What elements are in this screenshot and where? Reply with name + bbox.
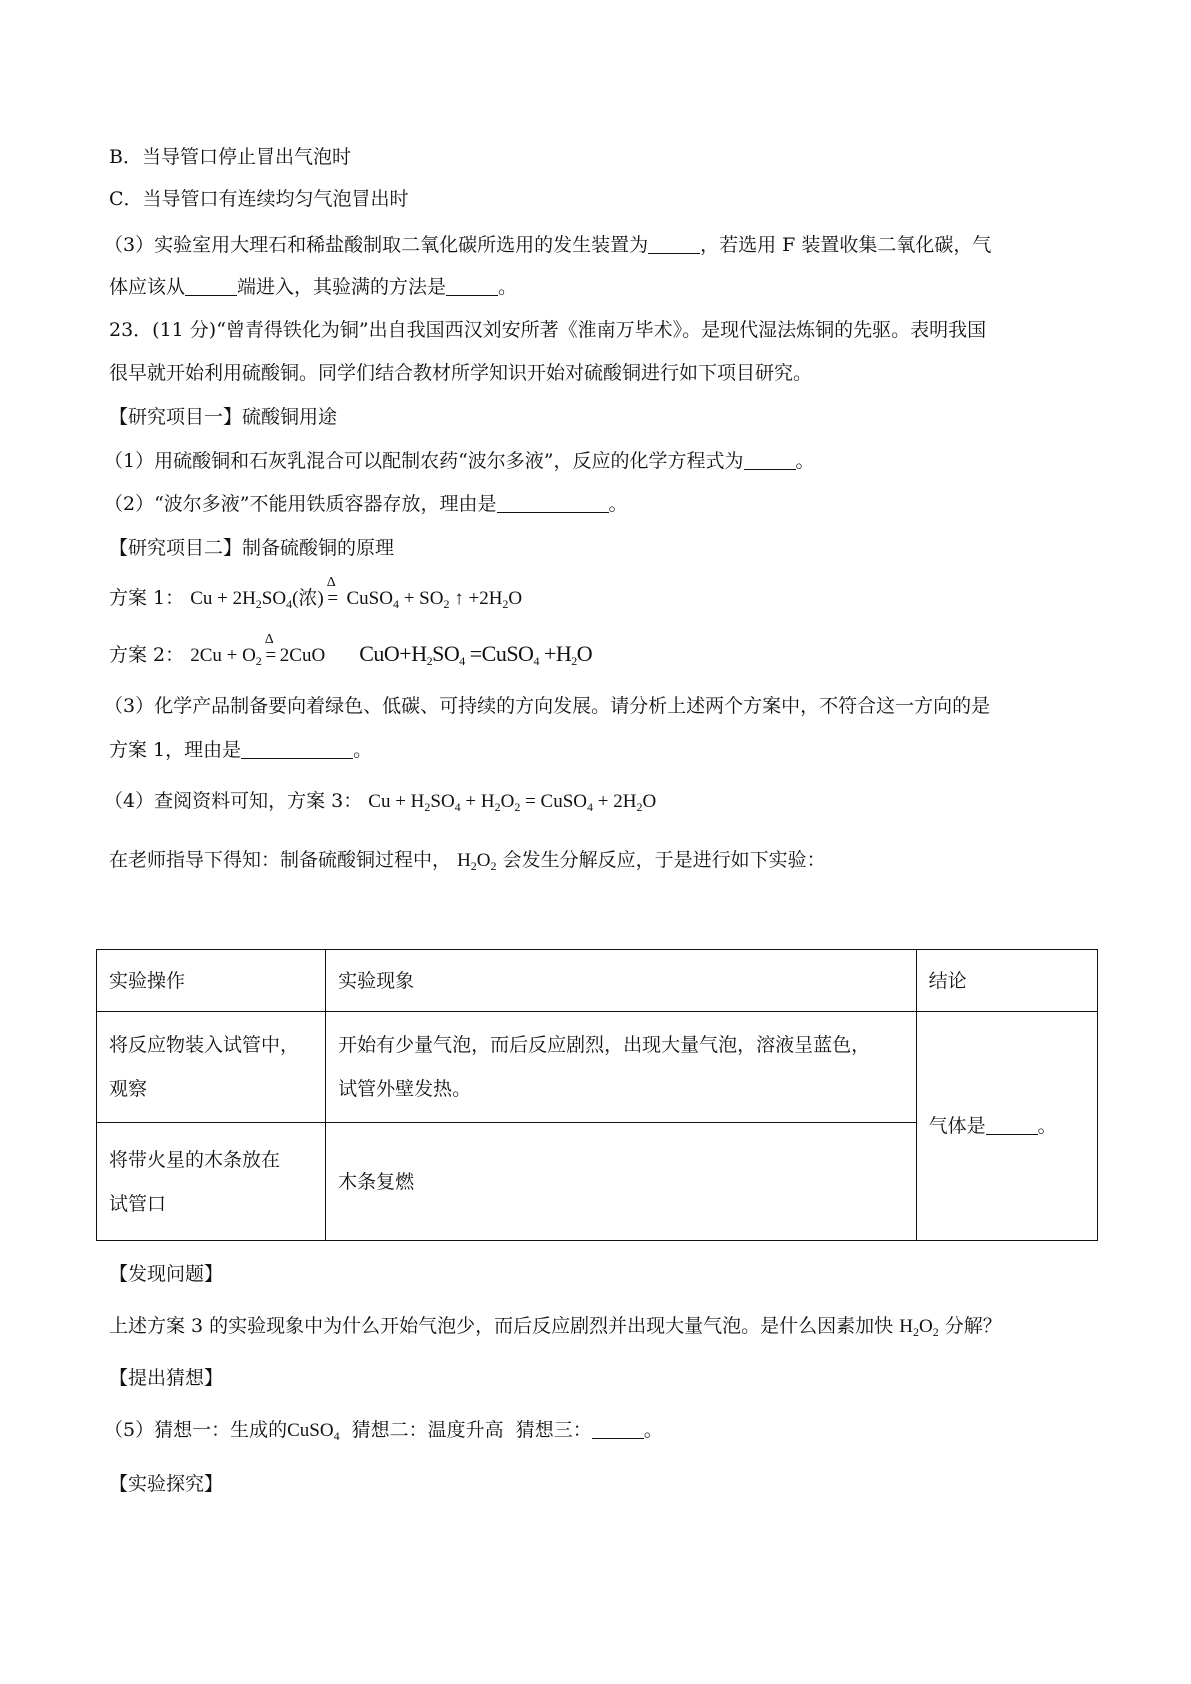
plan-3-equation: $Cu + H_2SO_4 + H_2O_2$ = CuSO$_4$ + $2H_2O$ [368, 791, 657, 814]
question-3-text-b: ，若选用 F 装置收集二氧化碳，气 [700, 234, 992, 256]
plan-q3-line2 [109, 738, 372, 762]
project-1-q2-text: （2）“波尔多液”不能用铁质容器存放，理由是 [104, 493, 497, 515]
table-header-row [97, 950, 1098, 1012]
header-conclusion: 结论 [916, 950, 1097, 1012]
plan-1-line [109, 575, 523, 611]
project-1-q2-end: 。 [608, 493, 628, 515]
question-3-text-a: （3）实验室用大理石和稀盐酸制取二氧化碳所选用的发生装置为 [104, 234, 649, 256]
project-1-heading: 【研究项目一】硫酸铜用途 [109, 406, 338, 428]
teacher-text-b: 会发生分解反应，于是进行如下实验： [502, 849, 826, 871]
found-problem-heading: 【发现问题】 [109, 1263, 224, 1285]
plan-2-line [109, 632, 593, 668]
project-2-heading: 【研究项目二】制备硫酸铜的原理 [109, 537, 395, 559]
row-1-operation-line1: 将反应物装入试管中， [109, 1034, 300, 1056]
question-3-text-d: 端进入，其验满的方法是 [237, 276, 447, 298]
plan-q3-line1: （3）化学产品制备要向着绿色、低碳、可持续的方向发展。请分析上述两个方案中，不符合这一方向的是 [104, 695, 991, 717]
project-1-q1 [104, 449, 815, 473]
question-3-text-e: 。 [498, 276, 518, 298]
answer-blank [592, 1418, 644, 1439]
problem-question [109, 1314, 1002, 1339]
question-3-line1 [104, 233, 991, 257]
guess-5-text-b: 猜想二：温度升高 [351, 1419, 504, 1441]
guess-5-end: 。 [643, 1419, 663, 1441]
project-1-q1-text: （1）用硫酸铜和石灰乳混合可以配制农药“波尔多液”，反应的化学方程式为 [104, 450, 744, 472]
conclusion-end: 。 [1037, 1115, 1057, 1137]
question-23-line1: 23．(11 分)“曾青得铁化为铜”出自我国西汉刘安所著《淮南万毕术》。是现代湿法炼铜的先驱。表明我国 [109, 319, 987, 341]
option-b: B．当导管口停止冒出气泡时 [109, 146, 351, 168]
answer-blank [986, 1114, 1038, 1135]
row-1-phenomenon [326, 1012, 916, 1123]
header-phenomenon: 实验现象 [326, 950, 916, 1012]
problem-text-a: 上述方案 3 的实验现象中为什么开始气泡少，而后反应剧烈并出现大量气泡。是什么因素加快 [109, 1315, 894, 1337]
row-2-phenomenon: 木条复燃 [326, 1123, 916, 1241]
row-1-operation [97, 1012, 326, 1123]
project-1-q1-end: 。 [795, 450, 815, 472]
cuso4-formula: CuSO$_4$ [287, 1420, 340, 1443]
plan-q3-end: 。 [353, 739, 373, 761]
header-operation: 实验操作 [97, 950, 326, 1012]
guess-5-line [104, 1418, 663, 1443]
conclusion-cell [916, 1012, 1097, 1241]
answer-blank [446, 275, 498, 296]
question-23-line2: 很早就开始利用硫酸铜。同学们结合教材所学知识开始对硫酸铜进行如下项目研究。 [109, 362, 813, 384]
teacher-guidance [109, 848, 826, 873]
plan-q3-text: 方案 1，理由是 [109, 739, 242, 761]
experiment-table [96, 949, 1098, 1241]
row-1-phenomenon-line1: 开始有少量气泡，而后反应剧烈，出现大量气泡，溶液呈蓝色， [338, 1034, 871, 1056]
guess-5-text-c: 猜想三： [515, 1419, 592, 1441]
answer-blank [185, 275, 237, 296]
h2o2-formula: $H_2O_2$ [457, 850, 497, 873]
question-3-text-c: 体应该从 [109, 276, 186, 298]
answer-blank [241, 738, 353, 759]
row-2-operation-line2: 试管口 [109, 1192, 167, 1215]
answer-blank [744, 449, 796, 470]
teacher-text-a: 在老师指导下得知：制备硫酸铜过程中， [109, 849, 452, 871]
row-2-operation [97, 1123, 326, 1241]
plan-3-line [104, 789, 656, 814]
answer-blank [497, 492, 609, 513]
explore-heading: 【实验探究】 [109, 1473, 224, 1495]
question-3-line2 [109, 275, 517, 299]
guess-heading: 【提出猜想】 [109, 1367, 224, 1389]
h2o2-formula: $H_2O_2$ [899, 1316, 939, 1339]
row-2-operation-line1: 将带火星的木条放在 [109, 1148, 281, 1171]
option-c: C．当导管口有连续均匀气泡冒出时 [109, 188, 409, 210]
plan-3-label: （4）查阅资料可知，方案 3： [104, 790, 363, 812]
plan-1-equation: $Cu + 2H_2SO_4$(浓) Δ = CuSO$_4$ + $SO_2$ ↑ $+2H_2O$ [190, 575, 523, 611]
answer-blank [648, 233, 700, 254]
row-1-operation-line2: 观察 [109, 1078, 148, 1100]
plan-2-equation-1: $2Cu + O_2$ Δ = 2CuO [190, 632, 326, 668]
plan-2-label: 方案 2： [109, 644, 185, 666]
project-1-q2 [104, 492, 628, 516]
guess-5-text-a: （5）猜想一：生成的 [104, 1419, 288, 1441]
conclusion-text: 气体是 [928, 1115, 986, 1137]
row-1-phenomenon-line2: 试管外壁发热。 [338, 1078, 472, 1100]
plan-2-equation-2: $CuO+H_2SO_4$ =CuSO$_4$ $+H_2O$ [359, 641, 593, 668]
problem-text-b: 分解？ [944, 1315, 1002, 1337]
table-row [97, 1012, 1098, 1123]
plan-1-label: 方案 1： [109, 587, 185, 609]
